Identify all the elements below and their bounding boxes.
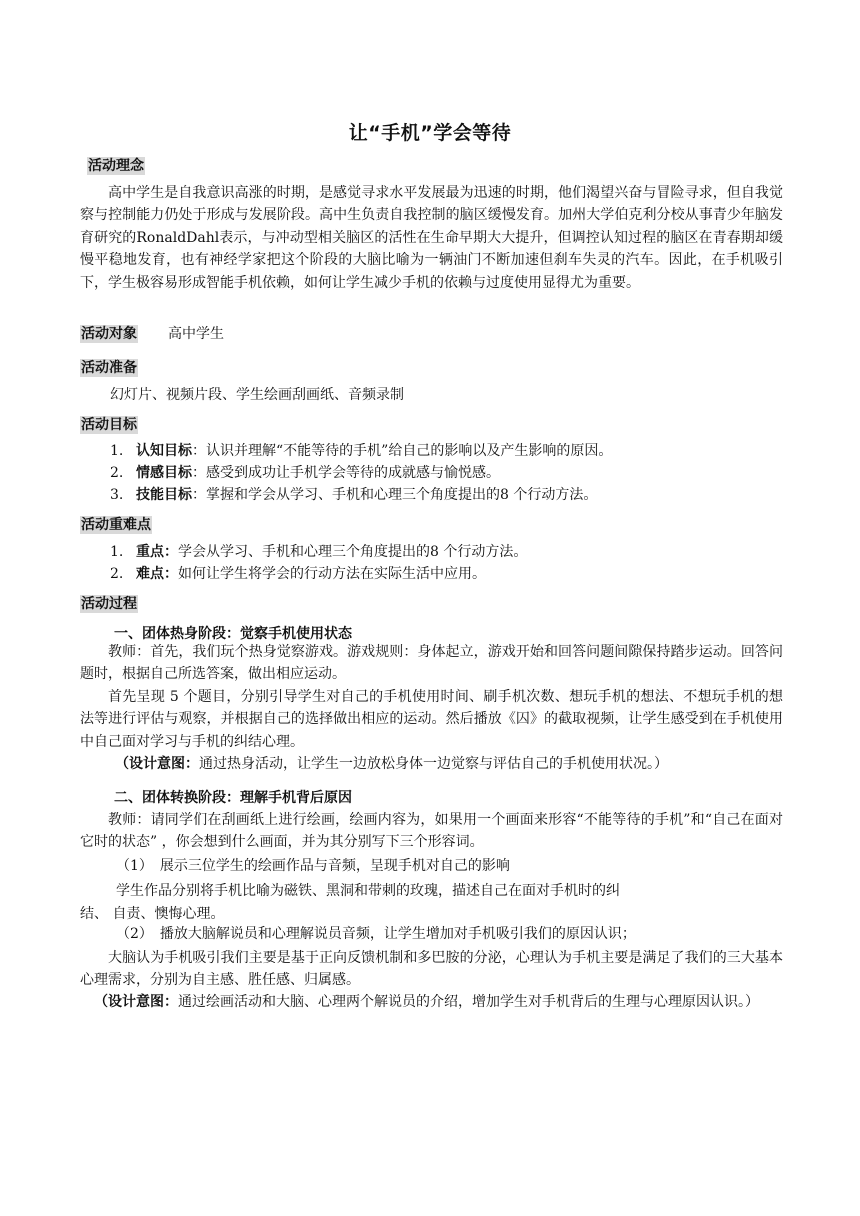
stage2-paragraph-2a: 学生作品分别将手机比喻为磁铁、黑洞和带刺的玫瑰，描述自己在面对手机时的纠 — [116, 883, 620, 899]
heading-keypoints: 活动重难点 — [81, 517, 151, 533]
keypoint-number: 1. — [110, 544, 124, 560]
goals-list — [110, 442, 612, 508]
heading-prep: 活动准备 — [81, 360, 137, 376]
goal-label: 技能目标 — [136, 487, 192, 503]
heading-concept: 活动理念 — [88, 158, 144, 174]
stage2-step-1: （1） 展示三位学生的绘画作品与音频，呈现手机对自己的影响 — [116, 858, 510, 874]
stage2-title: 二、团体转换阶段：理解手机背后原因 — [114, 790, 352, 806]
goal-text: ：感受到成功让手机学会等待的成就感与愉悦感。 — [192, 465, 500, 481]
keypoint-number: 2. — [110, 566, 124, 582]
keypoint-item — [110, 565, 527, 587]
goal-text: ：掌握和学会从学习、手机和心理三个角度提出的8 个行动方法。 — [192, 487, 598, 503]
keypoint-text: 如何让学生将学会的行动方法在实际生活中应用。 — [178, 566, 486, 582]
keypoint-label: 难点： — [136, 566, 178, 582]
document-title: 让“手机”学会等待 — [348, 122, 512, 144]
concept-paragraph: 高中学生是自我意识高涨的时期，是感觉寻求水平发展最为迅速的时期，他们渴望兴奋与冒险寻求，但自我觉察与控制能力仍处于形成与发展阶段。高中生负责自我控制的脑区缓慢发育。加州大学伯克利分校从事青少年脑发育研究的RonaldDahl表示，与冲动型相关脑区的活性在生命早期大大提升，但调控认知过程的脑区在青春期却缓慢平稳地发育，也有神经学家把这个阶段的大脑比喻为一辆油门不断加速但刹车失灵的汽车。因此，在手机吸引下，学生极容易形成智能手机依赖，如何让学生减少手机的依赖与过度使用显得尤为重要。 — [80, 185, 783, 291]
goal-text: ：认识并理解“不能等待的手机”给自己的影响以及产生影响的原因。 — [192, 443, 613, 459]
stage2-step-2: （2） 播放大脑解说员和心理解说员音频，让学生增加对手机吸引我们的原因认识； — [116, 926, 636, 942]
heading-process: 活动过程 — [81, 596, 137, 612]
goal-item — [110, 464, 612, 486]
heading-target: 活动对象 — [81, 326, 137, 342]
goal-label: 情感目标 — [136, 465, 192, 481]
goal-label: 认知目标 — [136, 443, 192, 459]
design-note-text: 通过绘画活动和大脑、心理两个解说员的介绍，增加学生对手机背后的生理与心理原因认识。） — [178, 994, 759, 1010]
goal-item — [110, 442, 612, 464]
target-value: 高中学生 — [168, 326, 224, 342]
stage1-design-note — [115, 753, 785, 775]
goal-item — [110, 486, 612, 508]
goal-number: 1. — [110, 443, 124, 459]
stage2-design-note — [80, 991, 783, 1013]
goal-number: 2. — [110, 465, 124, 481]
design-note-text: 通过热身活动，让学生一边放松身体一边觉察与评估自己的手机使用状况。） — [199, 756, 668, 772]
heading-goals: 活动目标 — [81, 417, 137, 433]
stage1-paragraph-2: 首先呈现 5 个题目，分别引导学生对自己的手机使用时间、刷手机次数、想玩手机的想法、不想玩手机的想法等进行评估与观察，并根据自己的选择做出相应的运动。然后播放《囚》的截取视频，让学生感受到在手机使用中自己面对学习与手机的纠结心理。 — [80, 689, 783, 750]
keypoints-list — [110, 543, 527, 587]
keypoint-label: 重点： — [136, 544, 178, 560]
stage2-paragraph-1: 教师：请同学们在刮画纸上进行绘画，绘画内容为，如果用一个画面来形容“不能等待的手机”和“自己在面对它时的状态” ，你会想到什么画面，并为其分别写下三个形容词。 — [80, 812, 783, 851]
prep-text: 幻灯片、视频片段、学生绘画刮画纸、音频录制 — [110, 387, 404, 403]
stage1-paragraph-1: 教师：首先，我们玩个热身觉察游戏。游戏规则：身体起立，游戏开始和回答问题间隙保持踏步运动。回答问题时，根据自己所选答案，做出相应运动。 — [80, 644, 783, 683]
stage2-paragraph-3: 大脑认为手机吸引我们主要是基于正向反馈机制和多巴胺的分泌，心理认为手机主要是满足了我们的三大基本心理需求，分别为自主感、胜任感、归属感。 — [80, 950, 783, 989]
design-note-label: （设计意图： — [94, 994, 178, 1010]
keypoint-item — [110, 543, 527, 565]
goal-number: 3. — [110, 487, 124, 503]
stage1-title: 一、团体热身阶段：觉察手机使用状态 — [114, 626, 352, 642]
design-note-label: （设计意图： — [115, 756, 199, 772]
keypoint-text: 学会从学习、手机和心理三个角度提出的8 个行动方法。 — [178, 544, 528, 560]
stage2-paragraph-2b: 结、 自责、懊悔心理。 — [80, 906, 225, 922]
